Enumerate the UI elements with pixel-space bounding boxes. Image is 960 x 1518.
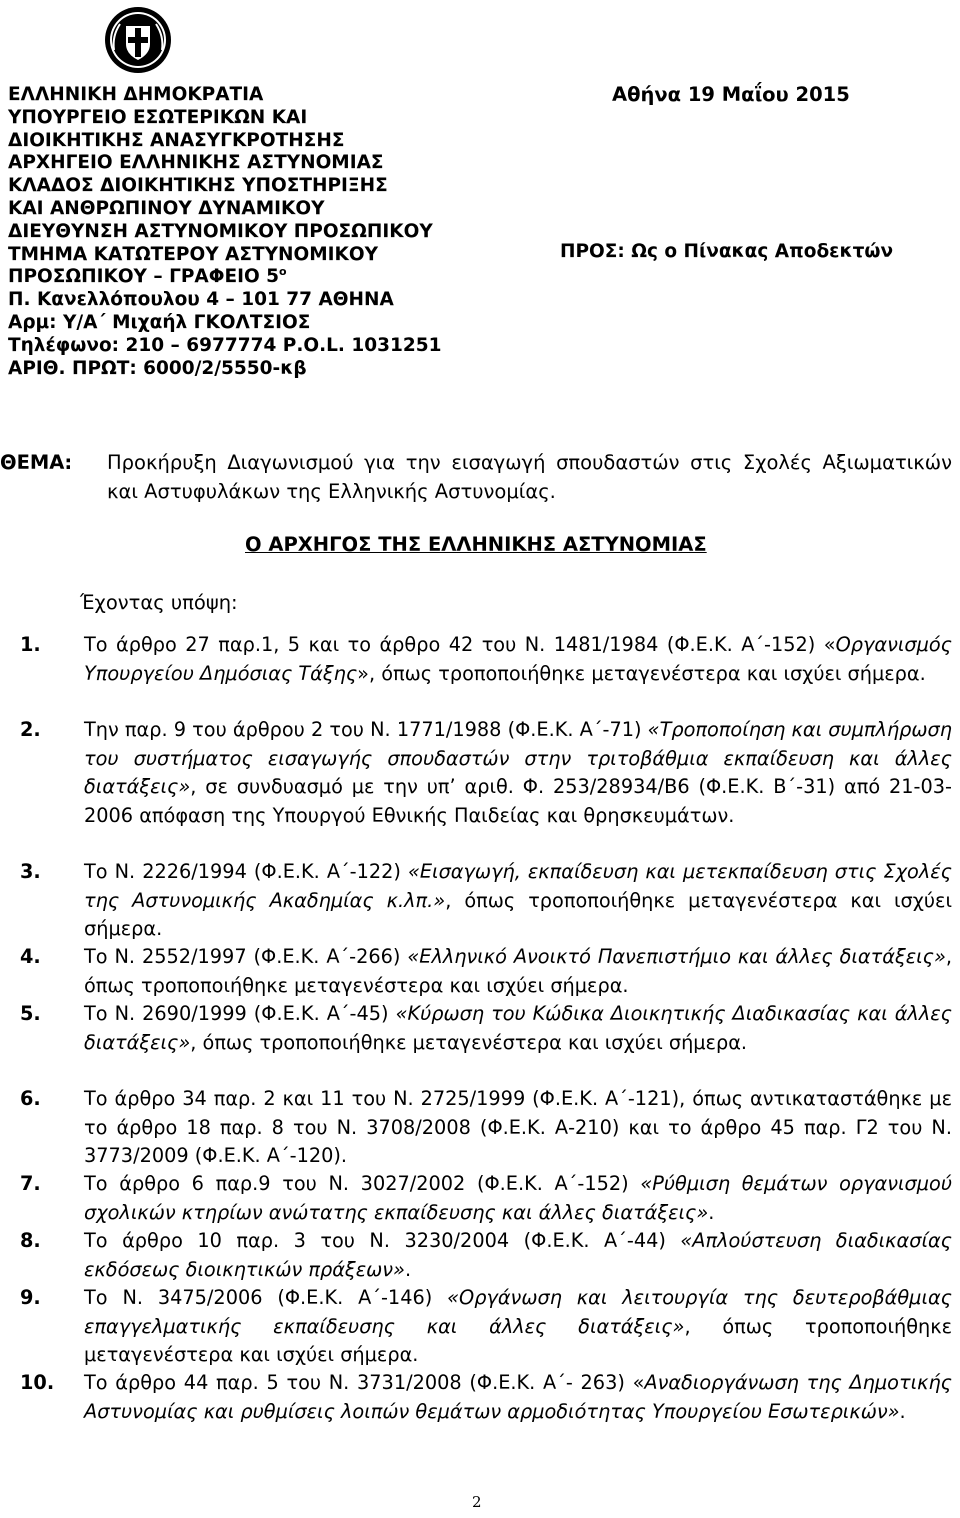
recipients-line: ΠΡΟΣ: Ως ο Πίνακας Αποδεκτών [560,241,894,262]
item-title-italic: «Απλούστευση διαδικασίας εκδόσεως διοικητικών πράξεων» [84,1229,952,1281]
item-number: 3. [20,860,41,883]
list-item [0,1369,952,1426]
office-sup: ο [279,265,287,279]
item-text-run: , όπως τροποποιήθηκε μεταγενέστερα και ισχύει σήμερα. [84,888,952,940]
item-text-run: Το άρθρο 10 παρ. 3 του Ν. 3230/2004 (Φ.Ε.Κ. Α΄-44) [84,1229,681,1252]
list-item [0,858,952,944]
item-text [84,1085,952,1171]
item-text-run: . [404,1257,412,1281]
list-item [0,1085,952,1171]
greek-coat-of-arms-icon [104,6,172,74]
phone-line: Τηλέφωνο: 210 – 6977774 Ρ.Ο.L. 1031251 [8,334,442,356]
handler-line: Αρμ: Υ/Α΄ Μιχαήλ ΓΚΟΛΤΣΙΟΣ [8,311,311,333]
item-number: 10. [20,1371,55,1394]
list-item [0,716,952,830]
item-number: 8. [20,1229,41,1252]
protocol-number: ΑΡΙΘ. ΠΡΩΤ: 6000/2/5550-κβ [8,357,307,379]
item-text-run: . [708,1200,715,1224]
item-text-run: Το Ν. 2226/1994 (Φ.Ε.Κ. Α΄-122) [84,860,408,883]
item-number: 2. [20,718,41,741]
item-text [84,1227,952,1284]
item-title-italic: «Ρύθμιση θεμάτων οργανισμού σχολικών κτηρίων ανώτατης εκπαίδευσης και άλλες διατάξεις» [84,1172,952,1224]
subject-label: ΘΕΜΑ: [0,451,73,474]
item-number: 6. [20,1087,41,1110]
org-line: ΔΙΕΥΘΥΝΣΗ ΑΣΤΥΝΟΜΙΚΟΥ ΠΡΟΣΩΠΙΚΟΥ [8,220,433,242]
item-title-italic: Αναδιοργάνωση της Δημοτικής Αστυνομίας και ρυθμίσεις λοιπών θεμάτων αρμοδιότητας Υπουργείου Εσωτερικών» [84,1371,952,1423]
page-number: 2 [472,1493,482,1511]
item-number: 9. [20,1286,41,1309]
org-line: ΤΜΗΜΑ ΚΑΤΩΤΕΡΟΥ ΑΣΤΥΝΟΜΙΚΟΥ [8,243,378,265]
list-item [0,943,952,1000]
item-text-run: Το άρθρο 6 παρ.9 του Ν. 3027/2002 (Φ.Ε.Κ. Α΄-152) [84,1172,641,1195]
item-title-italic: «Οργάνωση και λειτουργία της δευτεροβάθμιας επαγγελματικής εκπαίδευσης και άλλες διατάξεις» [84,1286,952,1338]
document-date: Αθήνα 19 Μαΐου 2015 [612,83,850,106]
chief-title: Ο ΑΡΧΗΓΟΣ ΤΗΣ ΕΛΛΗΝΙΚΗΣ ΑΣΤΥΝΟΜΙΑΣ [245,533,707,556]
item-text-run: Την παρ. 9 του άρθρου 2 του Ν. 1771/1988 (Φ.Ε.Κ. Α΄-71) [84,718,648,741]
address-line: Π. Κανελλόπουλου 4 – 101 77 ΑΘΗΝΑ [8,289,394,311]
item-text [84,1284,952,1370]
item-title-italic: «Τροποποίηση και συμπλήρωση του συστήματος εισαγωγής σπουδαστών στην τριτοβάθμια εκπαίδευση και άλλες διατάξεις» [84,718,952,798]
list-item [0,1170,952,1227]
item-text [84,1369,952,1426]
item-text [84,631,952,688]
list-item [0,1284,952,1370]
subject-text: Προκήρυξη Διαγωνισμού για την εισαγωγή σπουδαστών στις Σχολές Αξιωματικών και Αστυφυλάκων της Ελληνικής Αστυνομίας. [107,451,952,503]
item-text-run: Το Ν. 2690/1999 (Φ.Ε.Κ. Α΄-45) [84,1002,396,1025]
org-line: ΑΡΧΗΓΕΙΟ ΕΛΛΗΝΙΚΗΣ ΑΣΤΥΝΟΜΙΑΣ [8,152,384,174]
item-text-run: Το Ν. 3475/2006 (Φ.Ε.Κ. Α΄-146) [84,1286,448,1309]
item-text [84,858,952,944]
item-title-italic: «Εισαγωγή, εκπαίδευση και μετεκπαίδευση στις Σχολές της Αστυνομικής Ακαδημίας κ.λπ.» [84,860,952,912]
sender-header [8,84,568,380]
item-number: 5. [20,1002,41,1025]
list-item [0,631,952,688]
item-text-run: , όπως τροποποιήθηκε μεταγενέστερα και ισχύει σήμερα. [190,1030,748,1054]
org-line: ΚΛΑΔΟΣ ΔΙΟΙΚΗΤΙΚΗΣ ΥΠΟΣΤΗΡΙΞΗΣ [8,175,388,197]
item-text-run: . [899,1399,906,1423]
item-text [84,1170,952,1227]
item-title-italic: «Ελληνικό Ανοικτό Πανεπιστήμιο και άλλες διατάξεις» [407,945,946,968]
item-text-run: , όπως τροποποιήθηκε μεταγενέστερα και ισχύει σήμερα. [84,945,952,997]
item-text-run: Το άρθρο 34 παρ. 2 και 11 του Ν. 2725/1999 (Φ.Ε.Κ. Α΄-121), όπως αντικαταστάθηκε με το άρθρο 18 παρ. 8 του Ν. 3708/2008 (Φ.Ε.Κ. Α-210) και το άρθρο 45 παρ. Γ2 του Ν. 3773/2009 (Φ.Ε.Κ. Α΄-120). [84,1087,952,1167]
item-number: 1. [20,633,41,656]
org-line: ΔΙΟΙΚΗΤΙΚΗΣ ΑΝΑΣΥΓΚΡΟΤΗΣΗΣ [8,129,345,151]
item-text-run: Το άρθρο 44 παρ. 5 του Ν. 3731/2008 (Φ.Ε.Κ. Α΄- 263) « [84,1371,645,1394]
item-text-run: », όπως τροποποιήθηκε μεταγενέστερα και ισχύει σήμερα. [357,661,926,685]
item-number: 4. [20,945,41,968]
item-number: 7. [20,1172,41,1195]
item-text [84,1000,952,1057]
having-regard-label: Έχοντας υπόψη: [80,591,238,614]
org-line: ΥΠΟΥΡΓΕΙΟ ΕΣΩΤΕΡΙΚΩΝ ΚΑΙ [8,106,308,128]
office-text: ΠΡΟΣΩΠΙΚΟΥ – ΓΡΑΦΕΙΟ 5 [8,266,280,288]
item-title-italic: «Κύρωση του Κώδικα Διοικητικής Διαδικασίας και άλλες διατάξεις» [84,1002,952,1054]
item-text-run: Το Ν. 2552/1997 (Φ.Ε.Κ. Α΄-266) [84,945,408,968]
list-item [0,1227,952,1284]
org-line: ΕΛΛΗΝΙΚΗ ΔΗΜΟΚΡΑΤΙΑ [8,84,264,105]
item-text [84,716,952,830]
org-line: ΚΑΙ ΑΝΘΡΩΠΙΝΟΥ ΔΥΝΑΜΙΚΟΥ [8,197,325,219]
office-line [8,266,568,289]
item-text-run: Το άρθρο 27 παρ.1, 5 και το άρθρο 42 του Ν. 1481/1984 (Φ.Ε.Κ. Α΄-152) « [84,633,836,656]
item-text-run: , σε συνδυασμό με την υπ’ αριθ. Φ. 253/28934/Β6 (Φ.Ε.Κ. Β΄-31) από 21-03-2006 απόφαση της Υπουργού Εθνικής Παιδείας και θρησκευμάτων. [84,775,952,827]
subject-block [0,448,952,506]
item-title-italic: Οργανισμός Υπουργείου Δημόσιας Τάξης [84,633,952,685]
item-text-run: , όπως τροποποιήθηκε μεταγενέστερα και ισχύει σήμερα. [84,1314,952,1366]
item-text [84,943,952,1000]
list-item [0,1000,952,1057]
